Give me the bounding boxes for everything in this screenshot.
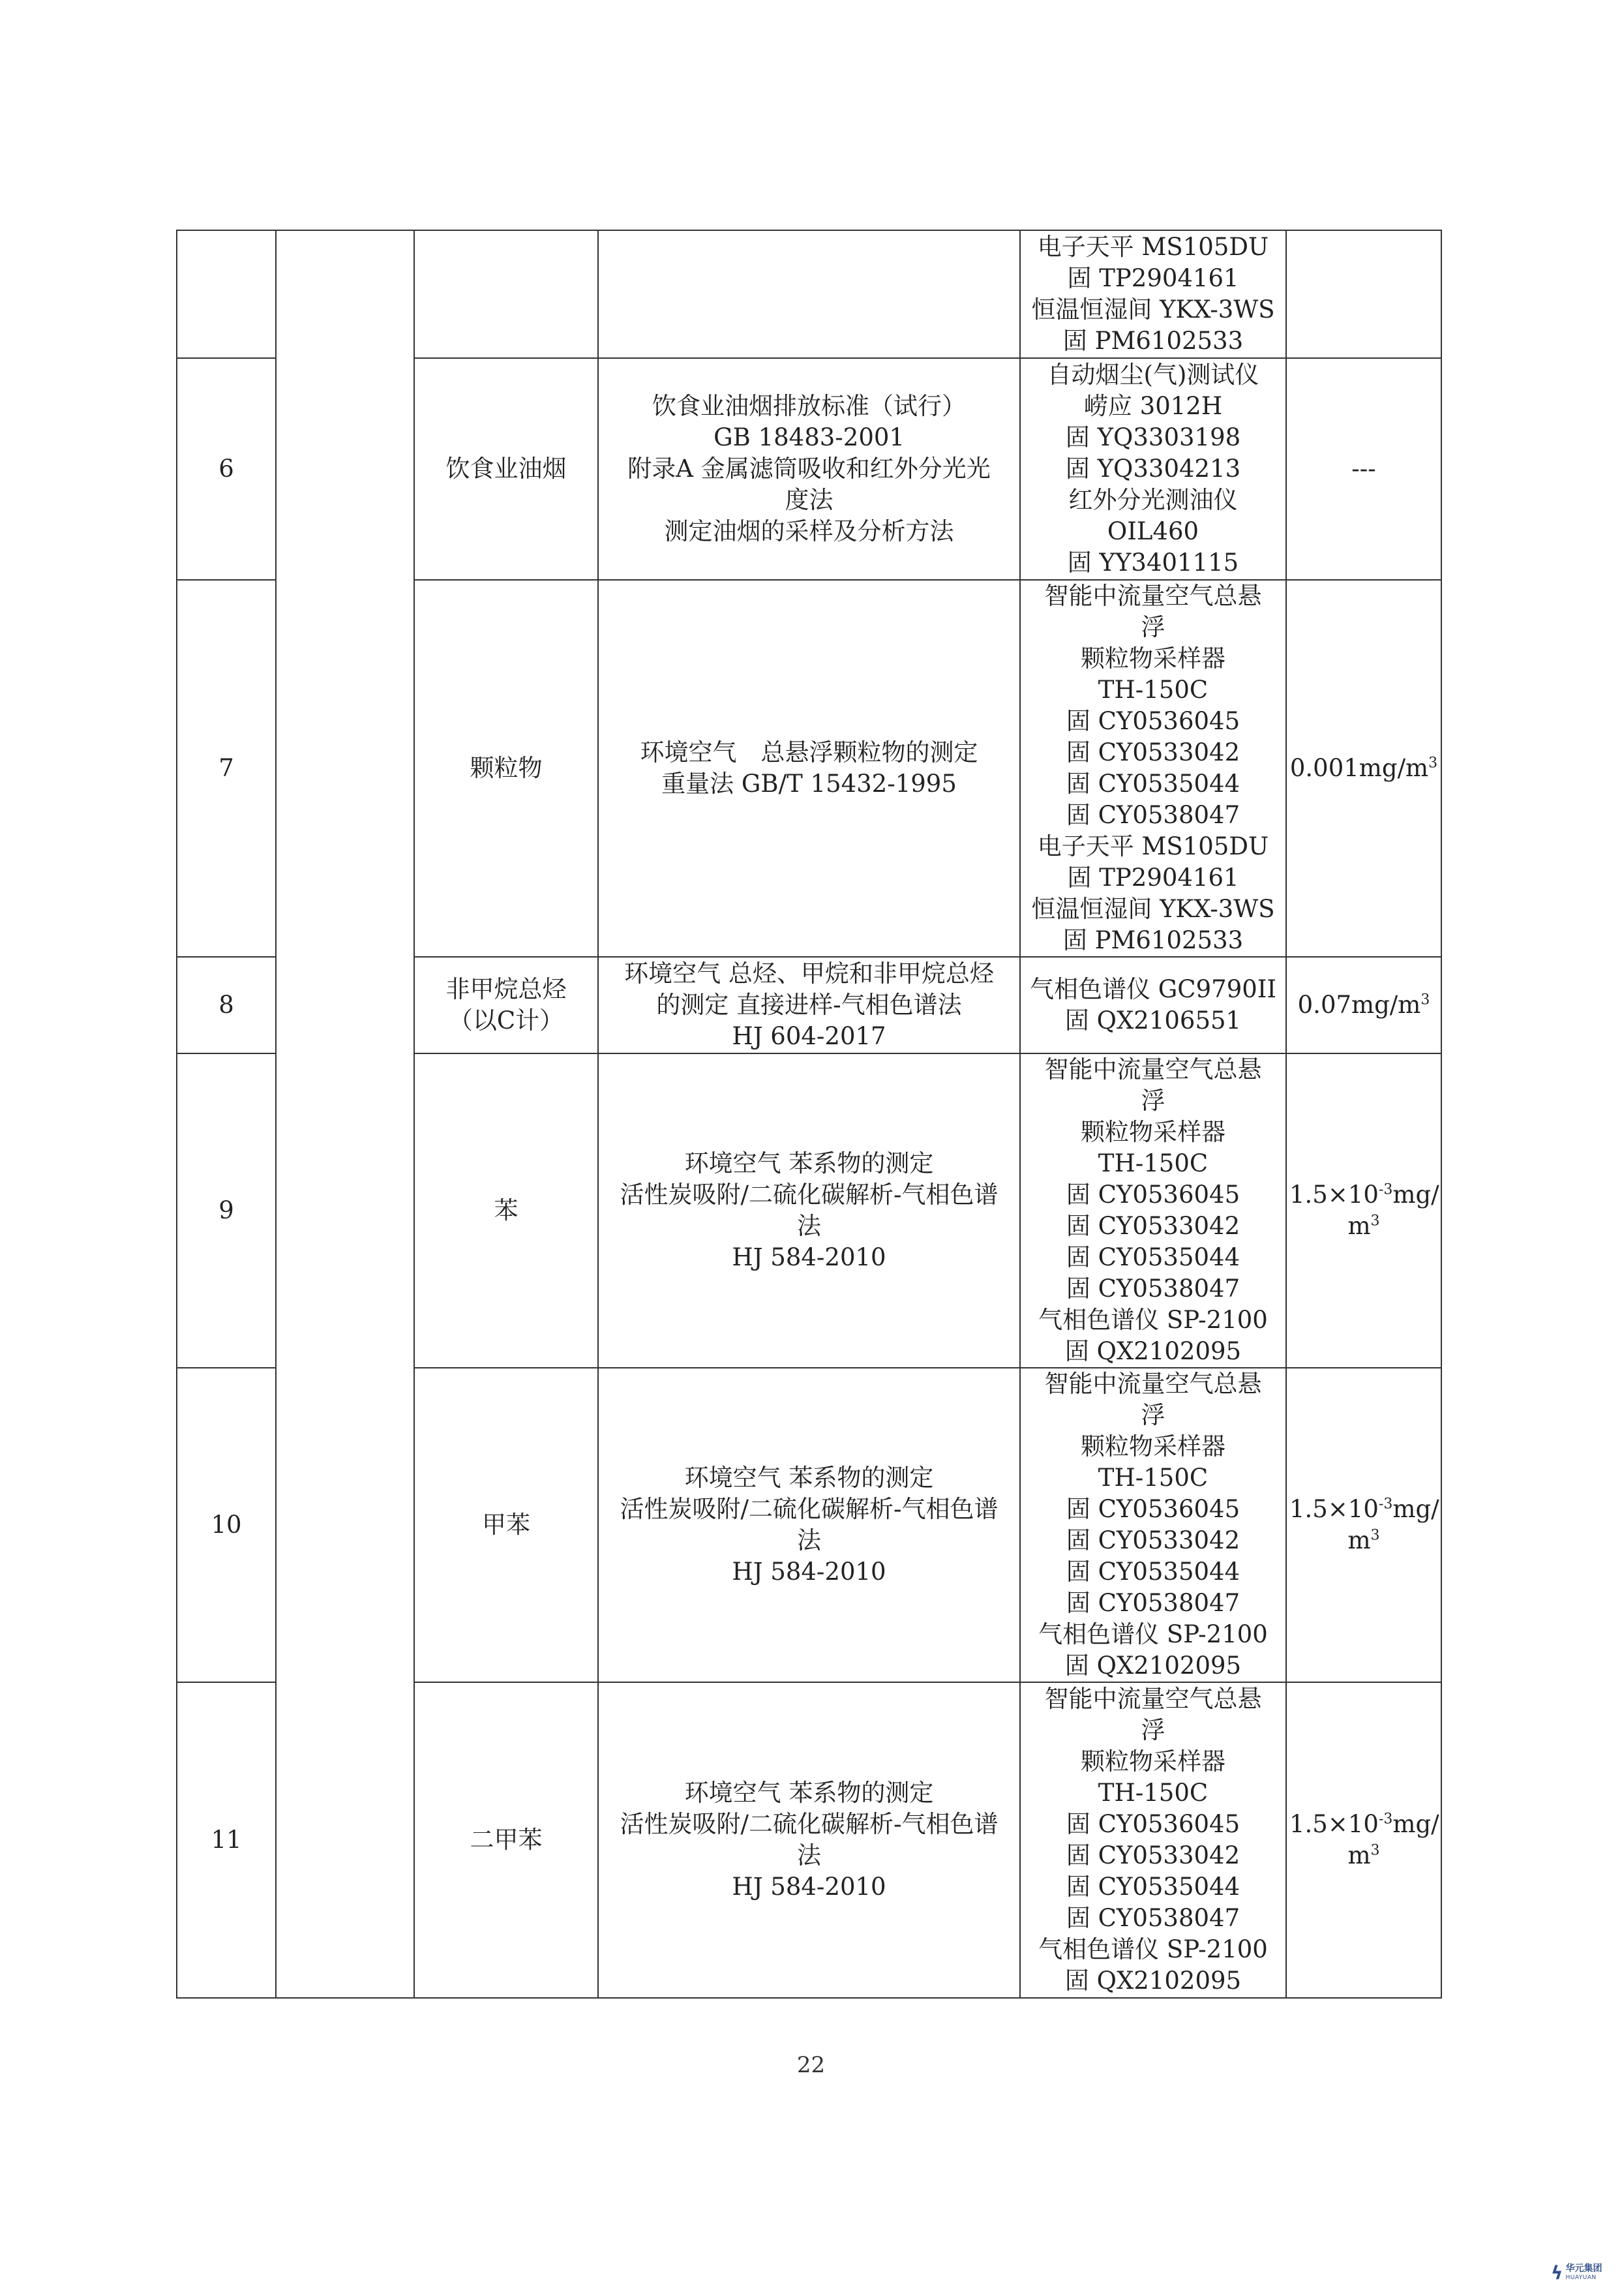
instrument-line: 智能中流量空气总悬: [1044, 582, 1262, 610]
method-line: HJ 584-2010: [732, 1558, 886, 1586]
lightning-icon: ϟ: [1551, 2262, 1563, 2284]
method-cell: [598, 1368, 1020, 1682]
instrument-line: 固 CY0535044: [1066, 1243, 1240, 1271]
instrument-line: 颗粒物采样器: [1081, 1118, 1225, 1146]
method-cell: [598, 358, 1020, 580]
instrument-line: 固 CY0533042: [1066, 1526, 1240, 1554]
method-line: 环境空气 苯系物的测定: [684, 1779, 934, 1807]
instrument-line: 气相色谱仪 SP-2100: [1038, 1306, 1268, 1334]
item-line: （以C计）: [448, 1006, 564, 1035]
instrument-line: 浮: [1141, 1716, 1165, 1744]
instrument-line: 固 CY0536045: [1066, 707, 1240, 735]
method-line: 法: [797, 1526, 821, 1554]
detection-limit-cell: $1.5\times 10^{-3}mg/$ $m^3$: [1286, 1682, 1441, 1998]
detection-limit-cell: $1.5\times 10^{-3}mg/$ $m^3$: [1286, 1053, 1441, 1368]
instrument-line: TH-150C: [1098, 1464, 1209, 1492]
instrument-line: OIL460: [1107, 517, 1199, 545]
instrument-line: 固 CY0535044: [1066, 1558, 1240, 1586]
instrument-line: 固 YY3401115: [1067, 549, 1239, 577]
instrument-cell: [1020, 1368, 1286, 1682]
instrument-line: 固 PM6102533: [1062, 327, 1244, 355]
instrument-line: 电子天平 MS105DU: [1037, 832, 1269, 860]
company-logo: [1551, 2262, 1602, 2284]
row-number-cell: 7: [177, 580, 276, 957]
item-cell: [414, 230, 598, 358]
instrument-cell: [1020, 230, 1286, 358]
method-line: 环境空气 总烃、甲烷和非甲烷总烃: [624, 959, 994, 988]
method-line: 环境空气 总悬浮颗粒物的测定: [640, 738, 978, 766]
item-line: 非甲烷总烃: [445, 975, 567, 1003]
instrument-line: 自动烟尘(气)测试仪: [1047, 361, 1259, 389]
table-row: [177, 230, 1441, 358]
testing-methods-table: [176, 230, 1442, 1999]
instrument-line: 固 CY0538047: [1066, 1589, 1240, 1617]
instrument-line: 浮: [1141, 1401, 1165, 1429]
row-number-cell: 8: [177, 957, 276, 1053]
instrument-line: 恒温恒湿间 YKX-3WS: [1031, 295, 1275, 324]
row-number-cell: 9: [177, 1053, 276, 1368]
method-line: HJ 604-2017: [732, 1022, 886, 1050]
instrument-line: 固 CY0533042: [1066, 1212, 1240, 1240]
instrument-line: 电子天平 MS105DU: [1037, 233, 1269, 261]
instrument-line: 浮: [1141, 1087, 1165, 1115]
item-cell: [414, 957, 598, 1053]
instrument-line: 红外分光测油仪: [1068, 486, 1238, 514]
detection-limit-cell: $0.07mg/m^3$: [1286, 957, 1441, 1053]
instrument-line: 固 QX2106551: [1064, 1006, 1242, 1035]
instrument-line: 固 CY0538047: [1066, 1275, 1240, 1303]
instrument-line: 固 CY0538047: [1066, 1904, 1240, 1932]
instrument-line: 固 YQ3303198: [1065, 423, 1241, 451]
instrument-cell: [1020, 358, 1286, 580]
instrument-line: 气相色谱仪 GC9790II: [1029, 975, 1277, 1003]
instrument-line: 浮: [1141, 613, 1165, 641]
detection-limit-cell: $1.5\times 10^{-3}mg/$ $m^3$: [1286, 1368, 1441, 1682]
instrument-line: 崂应 3012H: [1083, 392, 1223, 420]
instrument-cell: [1020, 580, 1286, 957]
instrument-line: 固 PM6102533: [1062, 926, 1244, 954]
detection-limit-cell: $0.001mg/m^3$: [1286, 580, 1441, 957]
instrument-line: 固 CY0536045: [1066, 1495, 1240, 1523]
instrument-cell: [1020, 1053, 1286, 1368]
method-line: HJ 584-2010: [732, 1873, 886, 1901]
instrument-cell: [1020, 957, 1286, 1053]
item-cell: 二甲苯: [414, 1682, 598, 1998]
item-cell: 饮食业油烟: [414, 358, 598, 580]
instrument-line: 固 TP2904161: [1067, 864, 1239, 892]
instrument-line: 固 CY0538047: [1066, 801, 1240, 829]
row-number-cell: 11: [177, 1682, 276, 1998]
detection-limit-cell: [1286, 230, 1441, 358]
method-cell: [598, 580, 1020, 957]
blank-category-cell: [276, 230, 414, 1998]
method-cell: [598, 1053, 1020, 1368]
logo-name: 华元集团: [1565, 2263, 1602, 2274]
page-number: 22: [796, 2052, 826, 2078]
row-number-cell: [177, 230, 276, 358]
method-line: GB 18483-2001: [713, 423, 905, 451]
instrument-line: 固 CY0535044: [1066, 1873, 1240, 1901]
instrument-line: TH-150C: [1098, 676, 1209, 704]
method-line: 法: [797, 1212, 821, 1240]
method-line: 的测定 直接进样-气相色谱法: [656, 991, 962, 1019]
method-line: 度法: [785, 486, 834, 514]
method-line: 重量法 GB/T 15432-1995: [661, 770, 957, 798]
instrument-line: 智能中流量空气总悬: [1044, 1055, 1262, 1083]
instrument-line: 固 QX2102095: [1064, 1967, 1242, 1995]
item-cell: 颗粒物: [414, 580, 598, 957]
instrument-line: 固 CY0536045: [1066, 1181, 1240, 1209]
instrument-line: TH-150C: [1098, 1149, 1209, 1177]
instrument-line: 恒温恒湿间 YKX-3WS: [1031, 895, 1275, 923]
method-line: HJ 584-2010: [732, 1243, 886, 1271]
instrument-line: 智能中流量空气总悬: [1044, 1685, 1262, 1713]
method-cell: [598, 957, 1020, 1053]
method-line: 活性炭吸附/二硫化碳解析-气相色谱: [620, 1495, 999, 1523]
item-cell: 苯: [414, 1053, 598, 1368]
instrument-line: 固 TP2904161: [1067, 264, 1239, 292]
method-line: 附录A 金属滤筒吸收和红外分光光: [627, 455, 991, 483]
instrument-line: 固 YQ3304213: [1065, 455, 1241, 483]
method-line: 活性炭吸附/二硫化碳解析-气相色谱: [620, 1181, 999, 1209]
row-number-cell: 6: [177, 358, 276, 580]
instrument-line: 气相色谱仪 SP-2100: [1038, 1935, 1268, 1963]
instrument-line: 智能中流量空气总悬: [1044, 1370, 1262, 1398]
method-line: 环境空气 苯系物的测定: [684, 1464, 934, 1492]
item-cell: 甲苯: [414, 1368, 598, 1682]
instrument-line: 固 CY0533042: [1066, 1841, 1240, 1869]
instrument-line: 固 QX2102095: [1064, 1337, 1242, 1365]
method-cell: [598, 1682, 1020, 1998]
instrument-line: 气相色谱仪 SP-2100: [1038, 1620, 1268, 1648]
method-cell: [598, 230, 1020, 358]
row-number-cell: 10: [177, 1368, 276, 1682]
method-line: 法: [797, 1841, 821, 1869]
instrument-line: 固 QX2102095: [1064, 1652, 1242, 1680]
method-line: 饮食业油烟排放标准（试行）: [652, 392, 966, 420]
method-line: 测定油烟的采样及分析方法: [664, 517, 954, 545]
instrument-line: 固 CY0535044: [1066, 770, 1240, 798]
instrument-line: 颗粒物采样器: [1081, 1747, 1225, 1775]
instrument-line: 固 CY0533042: [1066, 738, 1240, 766]
logo-latin-name: HUAYUAN: [1565, 2274, 1597, 2281]
instrument-line: 颗粒物采样器: [1081, 1432, 1225, 1460]
method-line: 活性炭吸附/二硫化碳解析-气相色谱: [620, 1810, 999, 1838]
instrument-line: 颗粒物采样器: [1081, 644, 1225, 672]
detection-limit-cell: ---: [1286, 358, 1441, 580]
method-line: 环境空气 苯系物的测定: [684, 1149, 934, 1177]
instrument-cell: [1020, 1682, 1286, 1998]
instrument-line: 固 CY0536045: [1066, 1810, 1240, 1838]
instrument-line: TH-150C: [1098, 1779, 1209, 1807]
